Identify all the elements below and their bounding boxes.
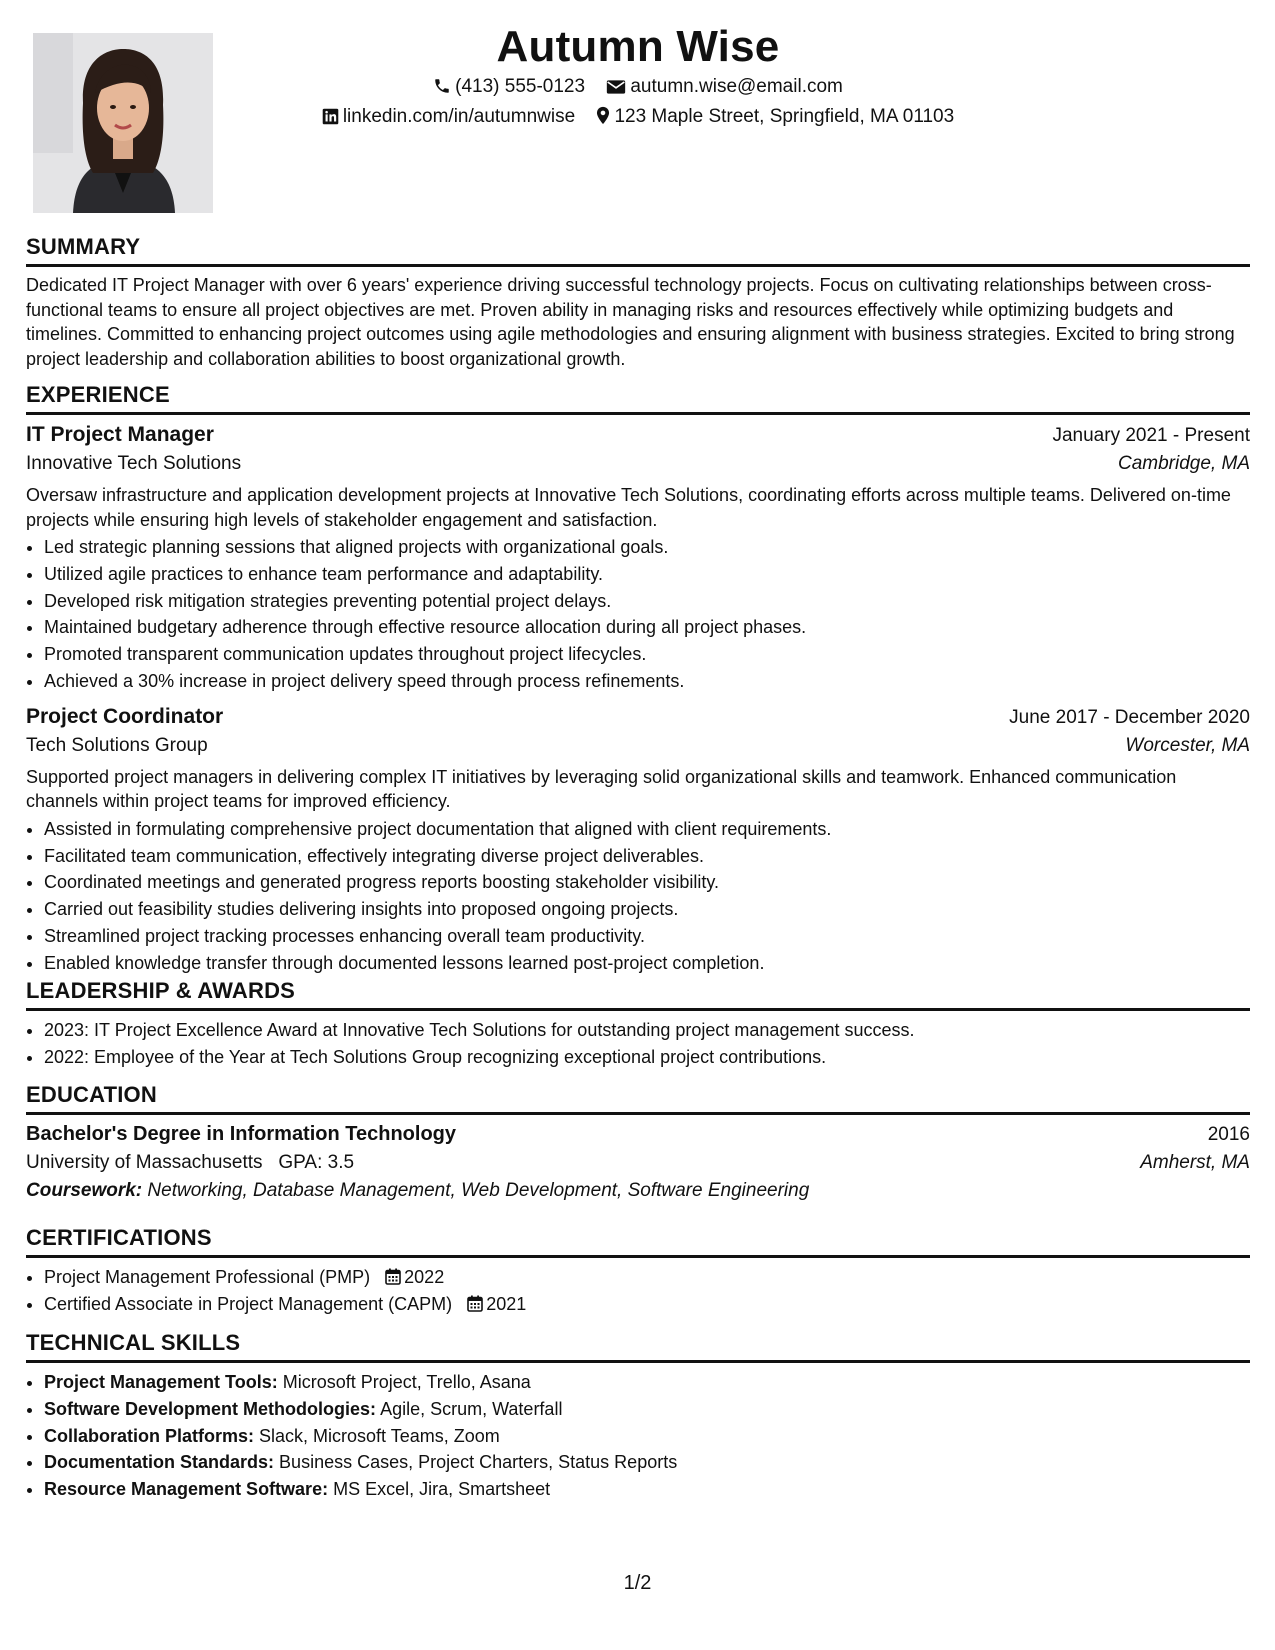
- job-location: Worcester, MA: [1125, 734, 1250, 756]
- experience-section: [26, 382, 1250, 977]
- list-item: [44, 1264, 1250, 1291]
- job-description: Supported project managers in delivering complex IT initiatives by leveraging solid organizational skills and teamwork. Enhanced communication channels within project teams for improved efficiency.: [26, 766, 1177, 812]
- skill-category: Software Development Methodologies:: [44, 1398, 377, 1419]
- list-item: • Utilized agile practices to enhance team performance and adaptability.: [44, 561, 1250, 588]
- cert-year: 2021: [486, 1293, 527, 1314]
- list-item: • Assisted in formulating comprehensive project documentation that aligned with client requirements.: [44, 816, 1250, 843]
- section-title-awards: LEADERSHIP & AWARDS: [26, 978, 1250, 1011]
- list-item: • Led strategic planning sessions that aligned projects with organizational goals.: [44, 534, 1250, 561]
- coursework: [26, 1180, 1250, 1202]
- address: [596, 106, 954, 128]
- certifications-section: [26, 1225, 1250, 1318]
- list-item: [44, 1369, 1250, 1396]
- job-title: IT Project Manager: [26, 423, 214, 446]
- email[interactable]: [606, 76, 843, 98]
- company-name: Innovative Tech Solutions: [26, 453, 242, 474]
- school-info: [26, 1152, 354, 1174]
- contact-row-2: [26, 106, 1250, 128]
- calendar-icon: [385, 1268, 401, 1285]
- linkedin-icon: [322, 108, 339, 125]
- skills-section: [26, 1330, 1250, 1503]
- cert-name: Project Management Professional (PMP): [44, 1267, 371, 1287]
- list-item: • Developed risk mitigation strategies preventing potential project delays.: [44, 588, 1250, 615]
- linkedin-text: linkedin.com/in/autumnwise: [342, 106, 576, 127]
- list-item: • Streamlined project tracking processes enhancing overall team productivity.: [44, 923, 1250, 950]
- awards-list: [26, 1017, 1250, 1071]
- school-name: University of Massachusetts: [26, 1152, 263, 1173]
- school-location: Amherst, MA: [1140, 1152, 1250, 1173]
- gpa: GPA: 3.5: [278, 1152, 355, 1173]
- calendar-icon: [467, 1295, 483, 1312]
- section-title-certifications: CERTIFICATIONS: [26, 1225, 1250, 1258]
- skill-values: Slack, Microsoft Teams, Zoom: [259, 1425, 500, 1446]
- coursework-label: Coursework:: [26, 1180, 143, 1201]
- skill-category: Project Management Tools:: [44, 1372, 278, 1392]
- job-title: Project Coordinator: [26, 704, 224, 728]
- list-item: [44, 1449, 1250, 1476]
- skill-category: Documentation Standards:: [44, 1452, 275, 1473]
- list-item: • Facilitated team communication, effectively integrating diverse project deliverables.: [44, 843, 1250, 870]
- list-item: • Carried out feasibility studies delivering insights into proposed ongoing projects.: [44, 896, 1250, 923]
- certifications-list: [26, 1264, 1250, 1318]
- skill-values: MS Excel, Jira, Smartsheet: [333, 1479, 551, 1500]
- skill-category: Resource Management Software:: [44, 1479, 329, 1500]
- skill-values: Agile, Scrum, Waterfall: [380, 1398, 563, 1419]
- list-item: • Coordinated meetings and generated progress reports boosting stakeholder visibility.: [44, 869, 1250, 896]
- section-title-summary: SUMMARY: [26, 234, 1250, 267]
- summary-section: [26, 234, 1250, 371]
- skill-values: Microsoft Project, Trello, Asana: [282, 1372, 531, 1392]
- awards-section: [26, 978, 1250, 1071]
- list-item: • 2022: Employee of the Year at Tech Solutions Group recognizing exceptional project contributions.: [44, 1044, 1250, 1071]
- section-title-education: EDUCATION: [26, 1082, 1250, 1115]
- skill-values: Business Cases, Project Charters, Status Reports: [279, 1452, 678, 1473]
- cert-name: Certified Associate in Project Management (CAPM): [44, 1293, 453, 1314]
- contact-row-1: [26, 76, 1250, 98]
- skills-list: [26, 1369, 1250, 1503]
- job-description: Oversaw infrastructure and application development projects at Innovative Tech Solutions, coordinating efforts across multiple teams. Delivered on-time projects while ensuring high levels of stakeholder engagement and satisfaction.: [26, 485, 1231, 530]
- coursework-list: Networking, Database Management, Web Development, Software Engineering: [147, 1180, 810, 1201]
- education-section: [26, 1082, 1250, 1202]
- list-item: [44, 1476, 1250, 1503]
- job-location: Cambridge, MA: [1118, 453, 1250, 474]
- job-entry: [26, 705, 1250, 977]
- job-dates: June 2017 - December 2020: [1009, 706, 1250, 728]
- list-item: [44, 1396, 1250, 1423]
- page-number: 1/2: [623, 1572, 652, 1594]
- phone-text: (413) 555-0123: [455, 76, 586, 97]
- list-item: • Maintained budgetary adherence through effective resource allocation during all project phases.: [44, 614, 1250, 641]
- map-pin-icon: [596, 106, 610, 125]
- list-item: [44, 1291, 1250, 1318]
- company-name: Tech Solutions Group: [26, 734, 208, 756]
- email-text: autumn.wise@email.com: [630, 76, 843, 97]
- list-item: • 2023: IT Project Excellence Award at Innovative Tech Solutions for outstanding project management success.: [44, 1017, 1250, 1044]
- job-bullets: [26, 534, 1250, 695]
- job-bullets: [26, 816, 1250, 977]
- section-title-experience: EXPERIENCE: [26, 382, 1250, 415]
- list-item: • Enabled knowledge transfer through documented lessons learned post-project completion.: [44, 950, 1250, 977]
- job-dates: January 2021 - Present: [1052, 425, 1250, 446]
- list-item: • Promoted transparent communication updates throughout project lifecycles.: [44, 641, 1250, 668]
- section-title-skills: TECHNICAL SKILLS: [26, 1330, 1250, 1363]
- list-item: • Achieved a 30% increase in project delivery speed through process refinements.: [44, 668, 1250, 695]
- envelope-icon: [606, 79, 626, 95]
- cert-year: 2022: [404, 1267, 445, 1287]
- skill-category: Collaboration Platforms:: [44, 1425, 255, 1446]
- summary-text: Dedicated IT Project Manager with over 6 years' experience driving successful technology projects. Focus on cultivating relationships between cross-functional teams to ensure all project objectives are met. Proven ability in managing risks and resources effectively while optimizing budgets and timelines. Committed to enhancing project outcomes using agile methodologies and ensuring alignment with business strategies. Excited to bring strong project leadership and collaboration abilities to boost organizational growth.: [26, 275, 1235, 369]
- phone[interactable]: [433, 76, 585, 98]
- candidate-name: Autumn Wise: [496, 22, 780, 71]
- degree-name: Bachelor's Degree in Information Technology: [26, 1123, 457, 1145]
- graduation-year: 2016: [1207, 1124, 1250, 1145]
- address-text: 123 Maple Street, Springfield, MA 01103: [614, 106, 955, 127]
- phone-icon: [433, 77, 451, 95]
- job-entry: [26, 423, 1250, 695]
- linkedin[interactable]: [322, 106, 575, 128]
- list-item: [44, 1423, 1250, 1450]
